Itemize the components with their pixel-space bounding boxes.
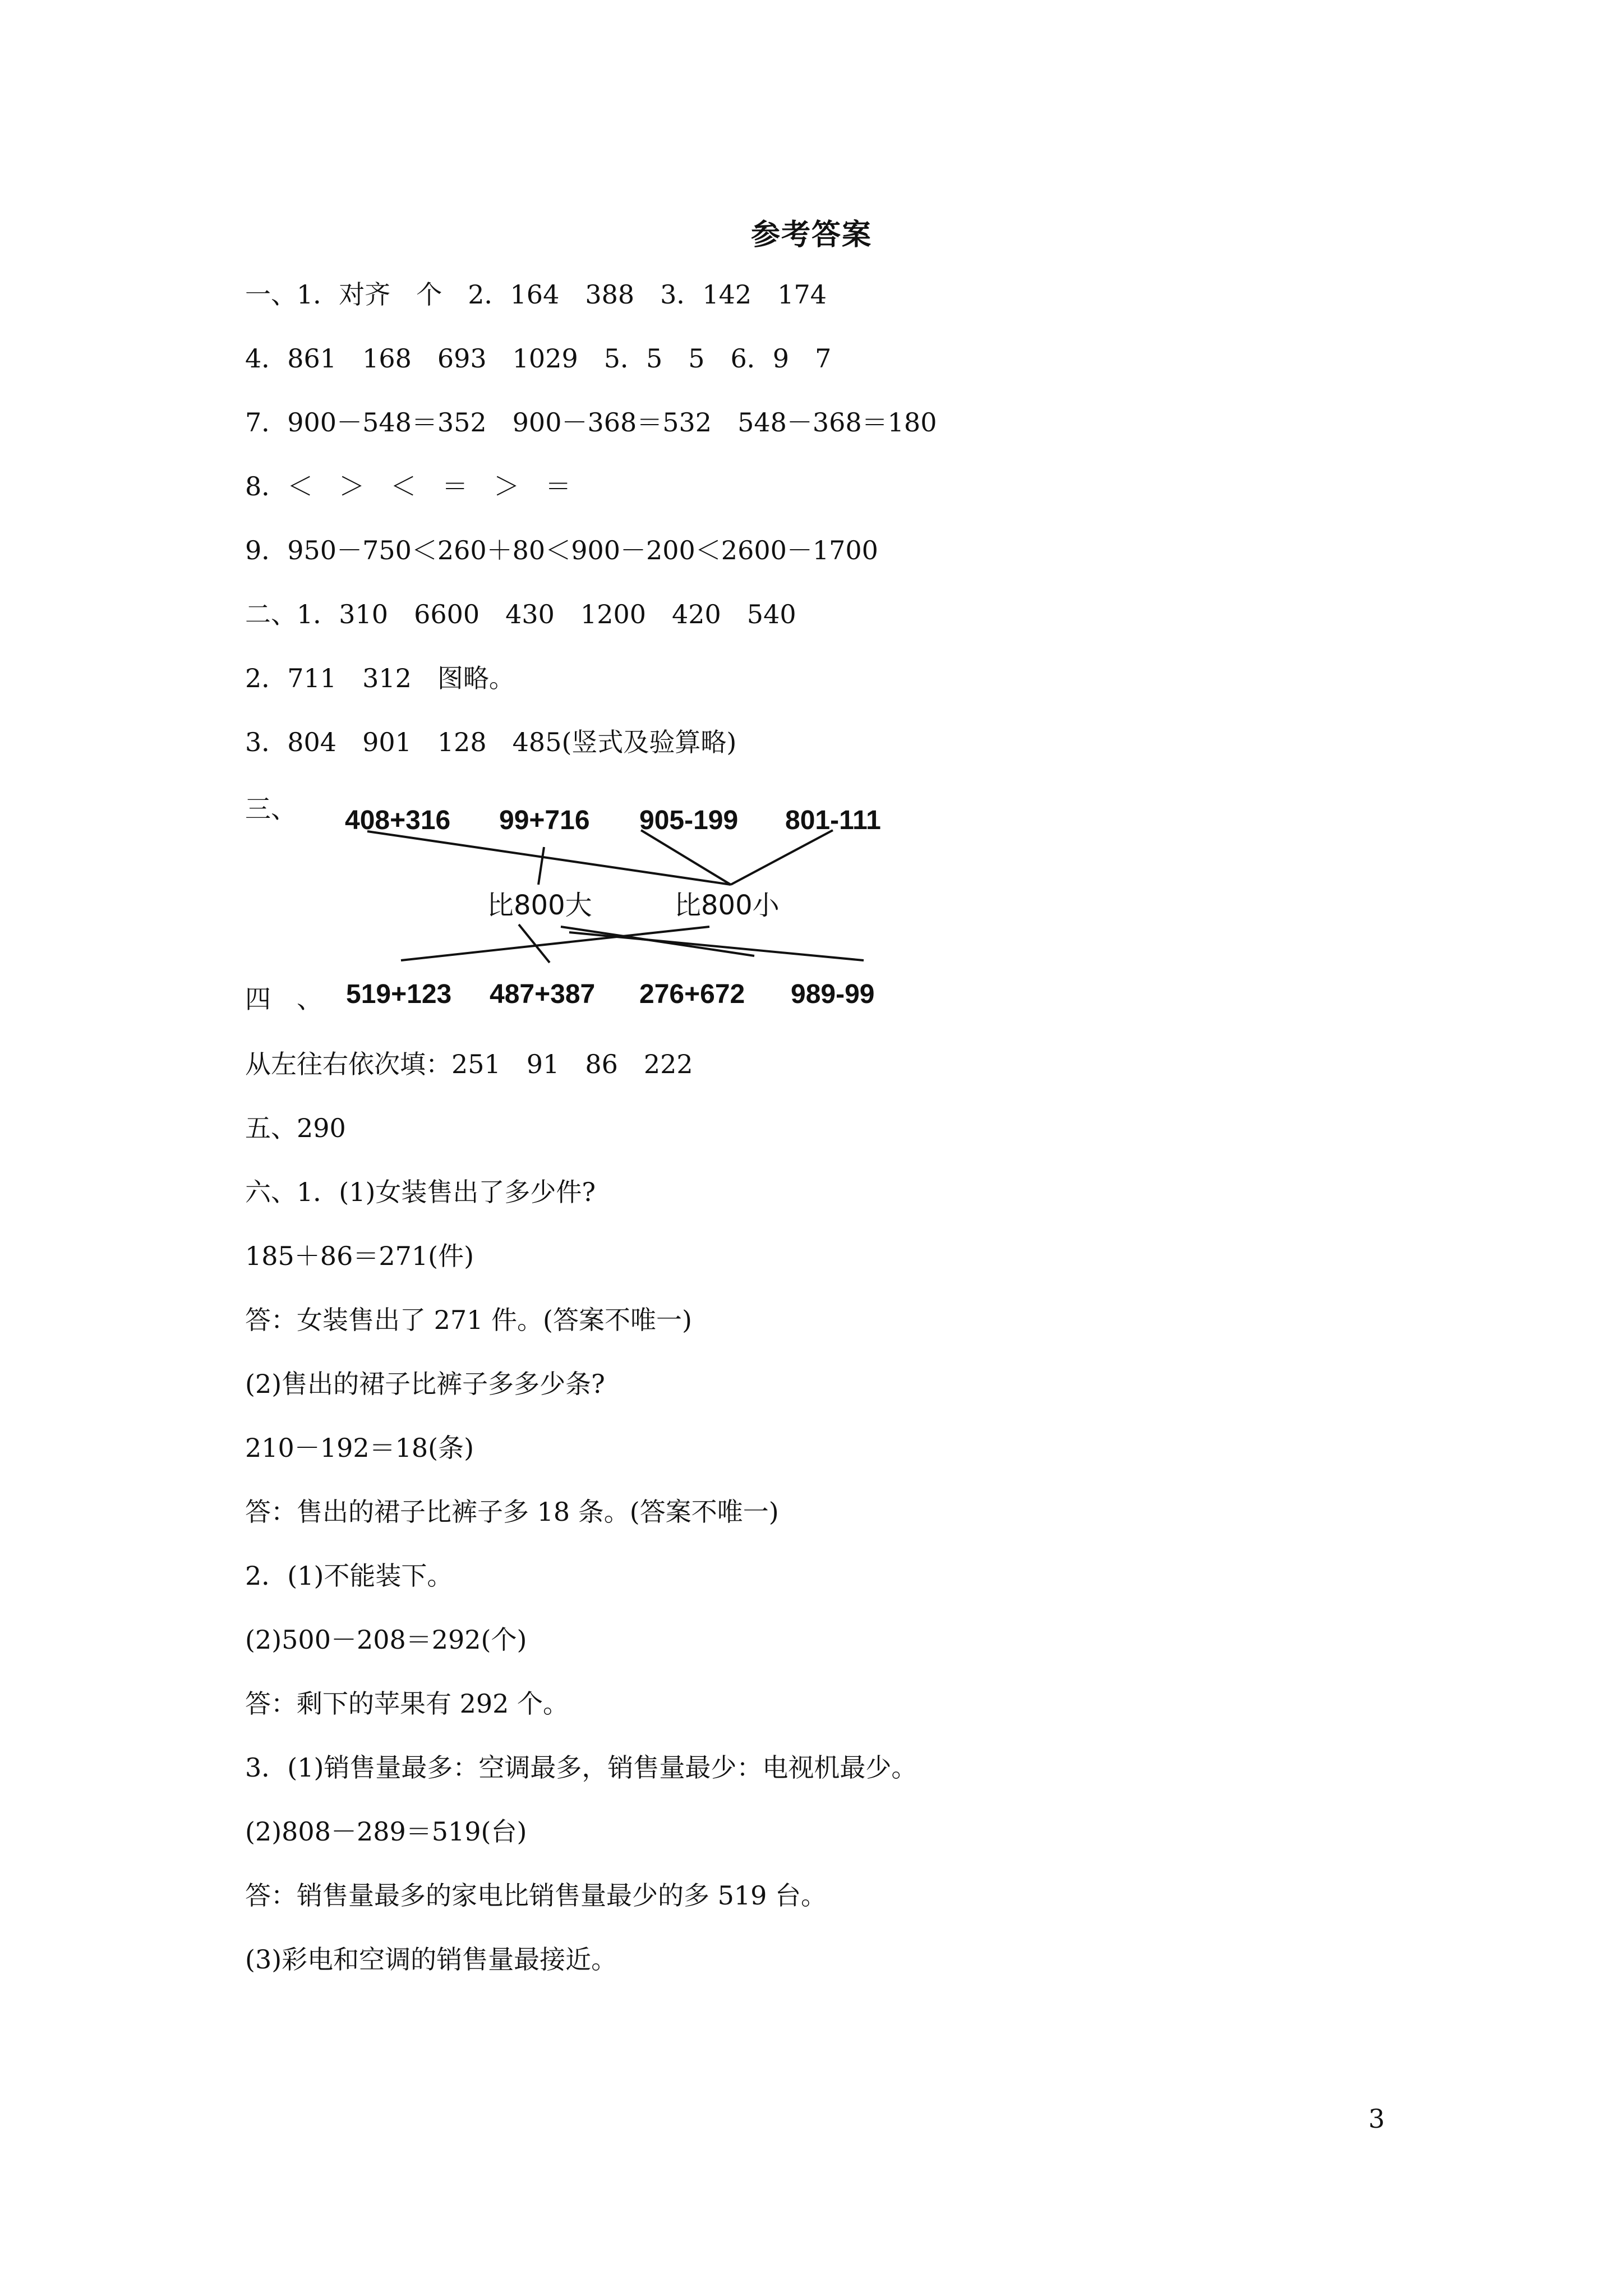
answer-line: 答：剩下的苹果有 292 个。 xyxy=(245,1688,569,1719)
answer-line: 9．950－750＜260＋80＜900－200＜2600－1700 xyxy=(245,535,878,565)
answer-line: 从左往右依次填：251 91 86 222 xyxy=(245,1049,693,1079)
answer-line: 一、1．对齐 个 2．164 388 3．142 174 xyxy=(245,279,827,310)
bottom-expression: 487+387 xyxy=(490,979,596,1009)
match-line xyxy=(538,847,544,885)
answer-line: 3．804 901 128 485(竖式及验算略) xyxy=(245,727,737,757)
matching-diagram xyxy=(0,785,1623,1021)
match-line xyxy=(401,927,709,960)
bottom-expression: 276+672 xyxy=(639,979,745,1009)
answer-line: 7．900－548＝352 900－368＝532 548－368＝180 xyxy=(245,407,937,438)
answer-line: 二、1．310 6600 430 1200 420 540 xyxy=(245,599,796,629)
top-expression: 801-111 xyxy=(785,806,881,835)
answer-line: 3．(1)销售量最多：空调最多，销售量最少：电视机最少。 xyxy=(245,1752,917,1783)
answer-line: 答：销售量最多的家电比销售量最少的多 519 台。 xyxy=(245,1880,827,1911)
answer-line: (2)808－289＝519(台) xyxy=(245,1816,527,1847)
answer-line: 答：女装售出了 271 件。(答案不唯一) xyxy=(245,1305,692,1335)
match-line xyxy=(569,932,864,960)
section-label: 三、 xyxy=(245,794,297,824)
match-line xyxy=(641,830,731,885)
category-less-800: 比800小 xyxy=(674,890,780,921)
page-title: 参考答案 xyxy=(750,218,872,252)
match-line xyxy=(367,831,731,885)
section-label: 四 、 xyxy=(245,984,322,1014)
page-number: 3 xyxy=(1368,2104,1385,2134)
answer-line: (2)售出的裙子比裤子多多少条? xyxy=(245,1369,605,1399)
match-line xyxy=(731,830,833,885)
answer-line: 4．861 168 693 1029 5．5 5 6．9 7 xyxy=(245,343,832,374)
answer-line: (2)500－208＝292(个) xyxy=(245,1625,527,1655)
answer-line: 六、1．(1)女装售出了多少件? xyxy=(245,1177,596,1207)
answer-line: 2．711 312 图略。 xyxy=(245,663,515,693)
answer-line: 185＋86＝271(件) xyxy=(245,1241,474,1271)
top-expression: 408+316 xyxy=(345,806,451,835)
answer-line: 2．(1)不能装下。 xyxy=(245,1561,453,1591)
answer-line: 210－192＝18(条) xyxy=(245,1433,474,1463)
answer-line: 五、290 xyxy=(245,1113,346,1143)
answer-line: 答：售出的裙子比裤子多 18 条。(答案不唯一) xyxy=(245,1497,779,1527)
answer-line: 8．＜ ＞ ＜ ＝ ＞ ＝ xyxy=(245,471,571,501)
matching-lines xyxy=(367,830,864,963)
category-greater-800: 比800大 xyxy=(487,890,592,921)
top-expression: 905-199 xyxy=(639,806,739,835)
answer-line: (3)彩电和空调的销售量最接近。 xyxy=(245,1944,617,1975)
bottom-expression: 519+123 xyxy=(346,979,452,1009)
top-expression: 99+716 xyxy=(499,806,590,835)
bottom-expression: 989-99 xyxy=(791,979,875,1009)
